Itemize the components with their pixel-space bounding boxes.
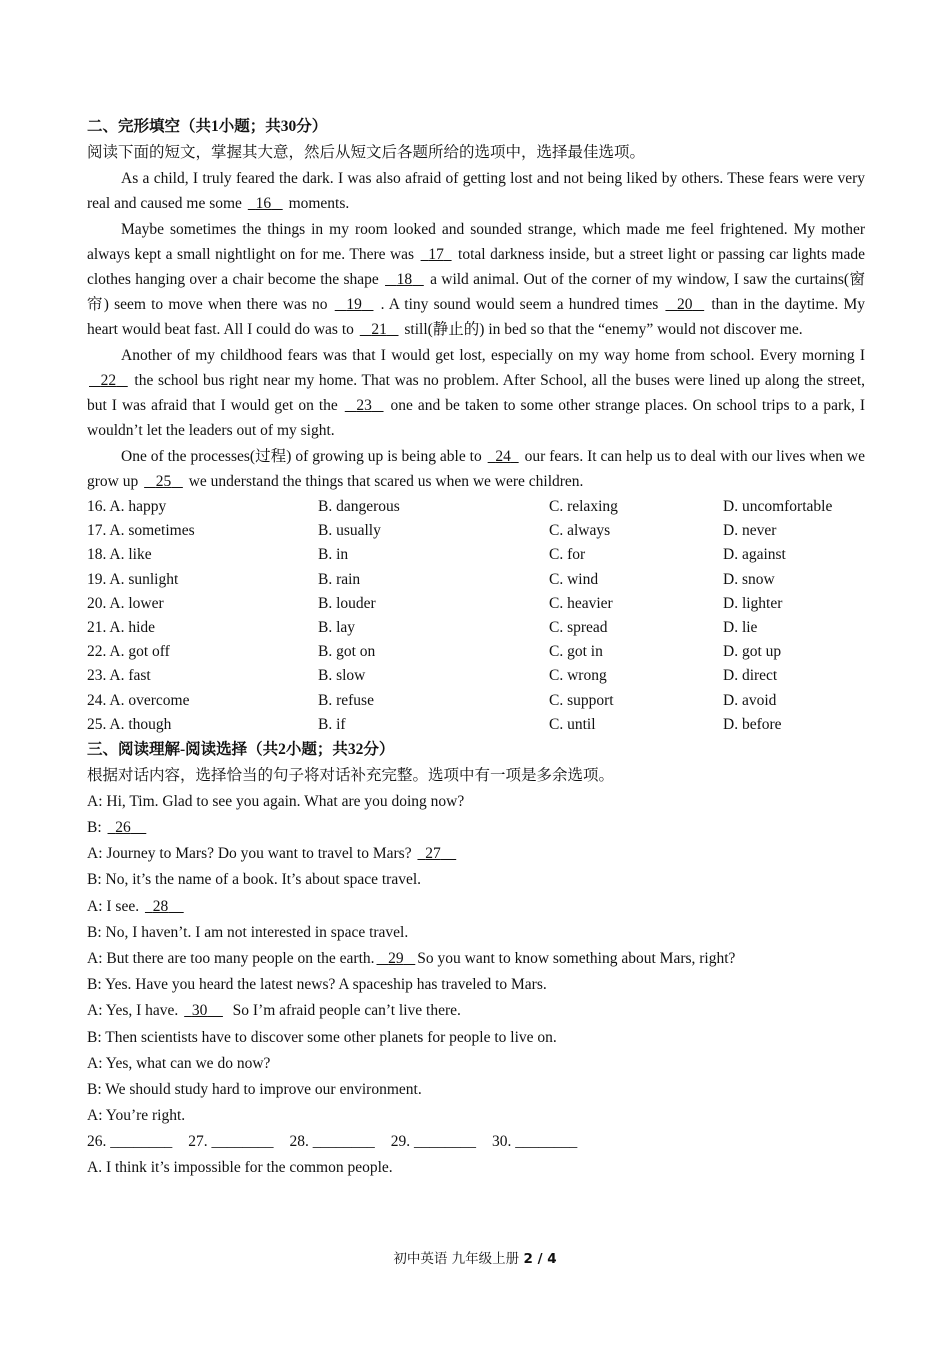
answer-28: 28. ________ <box>289 1133 375 1151</box>
option-row <box>87 616 865 640</box>
dialogue-line: A: Yes, what can we do now? <box>87 1054 271 1072</box>
page-footer <box>0 1247 950 1267</box>
paragraph-text: one and be taken to some other strange places. On school trips to a park, I wouldn’t let the leaders out of my sight. <box>87 397 865 439</box>
option-a: 16. A. happy <box>87 498 167 515</box>
cloze-section-title: 二、完形填空（共1小题；共30分） <box>87 118 328 135</box>
blank-number: 28 <box>152 897 169 915</box>
option-c: C. support <box>549 691 614 709</box>
option-a: 20. A. lower <box>87 594 164 612</box>
dialogue-line: B: We should study hard to improve our environment. <box>87 1080 422 1098</box>
paragraph-text: moments. <box>284 195 350 212</box>
blank-23 <box>343 393 386 418</box>
paragraph-text: the school bus right near my home. That was no problem. After School, all the buses were lined up along the street, but I was afraid that I would get on the <box>87 372 865 414</box>
blank-number: 26 <box>115 819 131 837</box>
blank-number: 22 <box>100 372 117 389</box>
blank-19 <box>333 292 376 317</box>
dialogue-line <box>87 946 865 972</box>
option-b: B. got on <box>318 643 376 661</box>
dialogue-text: So you want to know something about Mars, right? <box>417 950 736 967</box>
option-a: 19. A. sunlight <box>87 570 179 588</box>
option-row <box>87 568 865 592</box>
option-row <box>87 543 865 567</box>
blank-16 <box>246 191 285 216</box>
paragraph-text: As a child, I truly feared the dark. I was also afraid of getting lost and not being liked by others. These fears were very real and caused me some <box>87 170 865 212</box>
option-b: B. if <box>318 715 346 733</box>
dialogue-text: B: <box>87 819 106 837</box>
option-a: 22. A. got off <box>87 643 170 661</box>
paragraph-text: our fears. It can help us to deal with our lives when we grow up <box>87 448 865 490</box>
choice-option-a: A. I think it’s impossible for the common people. <box>87 1159 393 1177</box>
blank-number: 27 <box>425 845 441 863</box>
blank-number: 20 <box>677 296 693 313</box>
option-c: C. for <box>549 546 586 564</box>
blank-number: 19 <box>346 296 362 313</box>
blank-22 <box>87 368 130 393</box>
answer-27: 27. ________ <box>188 1133 274 1151</box>
blank-number: 21 <box>371 321 387 338</box>
dialogue-text: A: Journey to Mars? Do you want to travel to Mars? <box>87 845 416 863</box>
dialogue-line <box>87 841 865 867</box>
cloze-paragraph-3 <box>87 343 865 443</box>
option-row <box>87 640 865 664</box>
dialogue-line: B: No, I haven’t. I am not interested in space travel. <box>87 923 409 941</box>
paragraph-text: . A tiny sound would seem a hundred times <box>375 296 664 313</box>
reading-instruction: 根据对话内容，选择恰当的句子将对话补充完整。选项中有一项是多余选项。 <box>87 766 615 784</box>
paragraph-text: One of the processes(过程) of growing up is being able to <box>121 448 486 465</box>
option-d: D. direct <box>723 667 778 685</box>
answer-30: 30. ________ <box>492 1133 578 1151</box>
blank-25 <box>142 469 185 494</box>
option-b: B. rain <box>318 570 361 588</box>
dialogue-line: B: No, it’s the name of a book. It’s about space travel. <box>87 871 422 889</box>
option-row <box>87 519 865 543</box>
footer-text: 初中英语 九年级上册 <box>393 1251 524 1267</box>
dialogue-line: A: Hi, Tim. Glad to see you again. What are you doing now? <box>87 792 465 810</box>
dialogue-line: B: Then scientists have to discover some other planets for people to live on. <box>87 1028 557 1046</box>
option-d: D. snow <box>723 570 775 588</box>
blank-21 <box>358 317 401 342</box>
option-d: D. uncomfortable <box>723 498 833 515</box>
option-a: 25. A. though <box>87 715 172 733</box>
option-b: B. slow <box>318 667 366 685</box>
blank-17 <box>419 242 454 267</box>
dialogue-line <box>87 815 865 841</box>
option-d: D. got up <box>723 643 782 661</box>
cloze-options <box>87 495 865 737</box>
blank-number: 16 <box>255 195 272 212</box>
blank-24 <box>486 444 521 469</box>
option-d: D. lie <box>723 618 758 636</box>
dialogue-text: A: I see. <box>87 897 143 915</box>
option-c: C. relaxing <box>549 498 618 515</box>
option-c: C. wind <box>549 570 599 588</box>
blank-number: 18 <box>396 271 413 288</box>
option-b: B. dangerous <box>318 498 400 515</box>
paragraph-text: Maybe sometimes the things in my room looked and sounded strange, which made me feel frightened. My mother always kept a small nightlight on for me. There was <box>87 221 865 263</box>
blank-29 <box>375 946 418 972</box>
dialogue-line: A: You’re right. <box>87 1107 186 1125</box>
option-b: B. refuse <box>318 691 374 709</box>
blank-26 <box>106 815 149 841</box>
option-b: B. louder <box>318 594 376 612</box>
blank-30 <box>182 998 225 1024</box>
paragraph-text: total darkness inside, but a street light or passing car lights made clothes hanging over a chair become the shape <box>87 246 865 288</box>
option-row <box>87 592 865 616</box>
paragraph-text: Another of my childhood fears was that I would get lost, especially on my way home from school. Every morning I <box>121 347 865 364</box>
option-row <box>87 664 865 688</box>
paragraph-text: we understand the things that scared us when we were children. <box>184 473 584 490</box>
option-d: D. against <box>723 546 786 564</box>
option-a: 21. A. hide <box>87 618 156 636</box>
answer-26: 26. ________ <box>87 1133 173 1151</box>
answer-blanks <box>87 1129 865 1155</box>
option-c: C. wrong <box>549 667 607 685</box>
option-d: D. never <box>723 522 777 540</box>
blank-28 <box>143 894 186 920</box>
option-d: D. avoid <box>723 691 777 709</box>
dialogue <box>87 789 865 1129</box>
option-d: D. lighter <box>723 594 783 612</box>
option-c: C. spread <box>549 618 608 636</box>
exam-page <box>87 114 865 1182</box>
cloze-paragraph-4 <box>87 444 865 494</box>
blank-number: 30 <box>191 1002 208 1020</box>
paragraph-text: a wild animal. Out of the corner of my window, I saw the curtains(窗帘) seem to move when there was no <box>87 271 865 313</box>
option-d: D. before <box>723 715 782 733</box>
reading-section-title: 三、阅读理解-阅读选择（共2小题；共32分） <box>87 740 395 758</box>
option-c: C. heavier <box>549 594 613 612</box>
dialogue-line <box>87 998 865 1024</box>
dialogue-text: So I’m afraid people can’t live there. <box>224 1002 461 1020</box>
blank-number: 23 <box>356 397 372 414</box>
cloze-paragraph-1 <box>87 166 865 216</box>
blank-20 <box>663 292 706 317</box>
option-c: C. got in <box>549 643 603 661</box>
blank-number: 29 <box>388 950 404 967</box>
option-c: C. until <box>549 715 596 733</box>
option-row <box>87 495 865 519</box>
page-number: 2 / 4 <box>523 1251 557 1267</box>
option-row <box>87 713 865 737</box>
blank-18 <box>383 267 426 292</box>
option-b: B. lay <box>318 618 356 636</box>
option-b: B. in <box>318 546 349 564</box>
paragraph-text: still(静止的) in bed so that the “enemy” would not discover me. <box>400 321 803 338</box>
dialogue-line <box>87 894 865 920</box>
blank-number: 25 <box>155 473 172 490</box>
option-b: B. usually <box>318 522 381 540</box>
option-a: 23. A. fast <box>87 667 151 685</box>
option-a: 18. A. like <box>87 546 152 564</box>
option-c: C. always <box>549 522 611 540</box>
blank-27 <box>415 841 458 867</box>
cloze-instruction: 阅读下面的短文，掌握其大意，然后从短文后各题所给的选项中，选择最佳选项。 <box>87 144 646 161</box>
blank-number: 17 <box>428 246 444 263</box>
option-row <box>87 689 865 713</box>
option-a: 24. A. overcome <box>87 691 190 709</box>
option-a: 17. A. sometimes <box>87 522 195 540</box>
paragraph-text: than in the daytime. My heart would beat fast. All I could do was to <box>87 296 865 338</box>
dialogue-text: A: But there are too many people on the earth. <box>87 950 375 967</box>
dialogue-text: A: Yes, I have. <box>87 1002 183 1020</box>
answer-29: 29. ________ <box>390 1133 476 1151</box>
dialogue-line: B: Yes. Have you heard the latest news? A spaceship has traveled to Mars. <box>87 976 547 994</box>
blank-number: 24 <box>495 448 511 465</box>
cloze-paragraph-2 <box>87 217 865 342</box>
